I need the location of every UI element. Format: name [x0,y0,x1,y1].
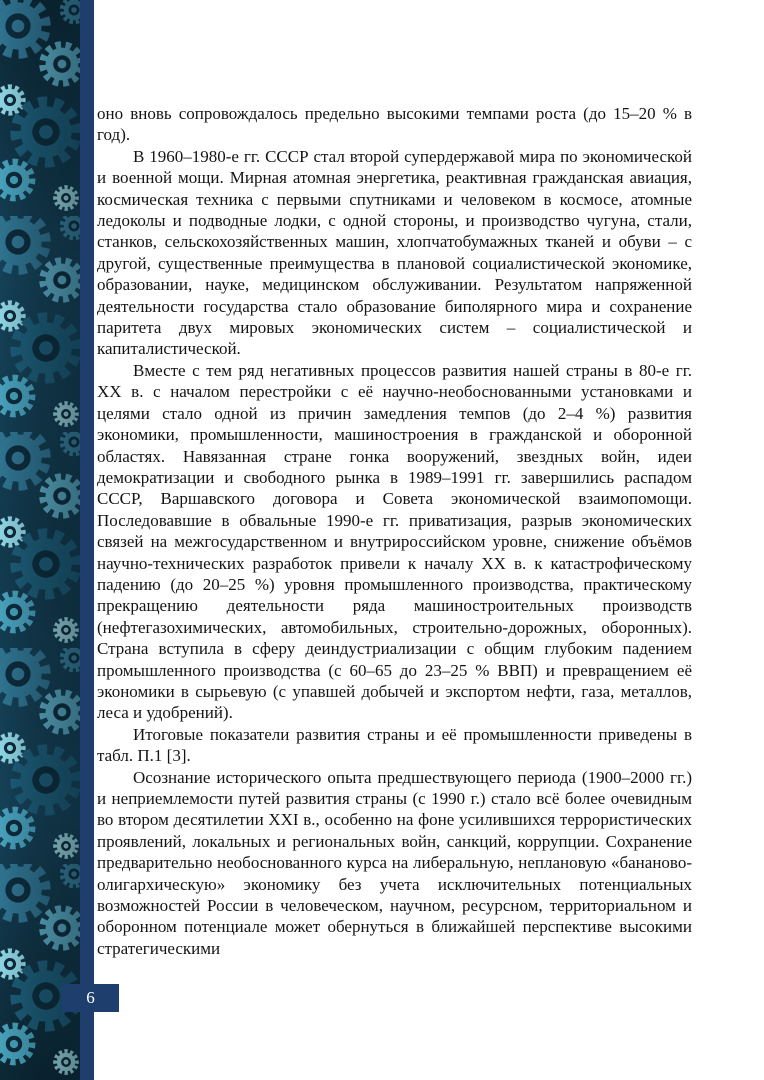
gears-collage-image [0,0,80,1080]
page-number: 6 [86,988,95,1007]
vertical-accent-bar [80,0,94,1080]
page-number-badge [62,984,119,1012]
paragraph: оно вновь сопровождалось предельно высокими темпами роста (до 15–20 % в год). [97,104,692,145]
body-text [97,103,692,959]
paragraph: В 1960–1980-е гг. СССР стал второй супердержавой мира по экономической и военной мощи. Мирная атомная энергетика, реактивная гражданская авиация, космическая техника с первыми спутниками и человеком в космосе, атомные ледоколы и подводные лодки, с одной стороны, и производство чугуна, стали, станков, сельскохозяйственных машин, хлопчатобумажных тканей и обуви – с другой, существенные преимущества в плановой социалистической экономике, образовании, науке, медицинском обслуживании. Результатом напряженной деятельности государства стало образование биполярного мира и сохранение паритета двух мировых экономических систем – социалистической и капиталистической. [97,146,692,359]
paragraph: Осознание исторического опыта предшествующего периода (1900–2000 гг.) и неприемлемости путей развития страны (с 1990 г.) стало всё более очевидным во втором десятилетии XXI в., особенно на фоне усилившихся террористических проявлений, локальных и региональных войн, санкций, коррупции. Сохранение предварительно необоснованного курса на либеральную, неплановую «бананово-олигархическую» экономику без учета исключительных потенциальных возможностей России в человеческом, научном, ресурсном, территориальном и оборонном потенциале может обернуться в ближайшей перспективе высокими стратегическими [97,767,692,958]
page-content [94,0,764,1080]
paragraph: Вместе с тем ряд негативных процессов развития нашей страны в 80-е гг. XX в. с началом перестройки с её научно-необоснованными установками и целями стало одной из причин замедления темпов (до 2–4 %) развития экономики, промышленности, машиностроения в гражданской и оборонной областях. Навязанная стране гонка вооружений, звездных войн, идеи демократизации и свободного рынка в 1989–1991 гг. завершились распадом СССР, Варшавского договора и Совета экономической взаимопомощи. Последовавшие в обвальные 1990-е гг. приватизация, разрыв экономических связей на межгосударственном и внутрироссийском уровне, снижение объёмов научно-технических разработок привели к началу XX в. к катастрофическому падению (до 20–25 %) уровня промышленного производства, практическому прекращению деятельности ряда машиностроительных производств (нефтегазохимических, автомобильных, строительно-дорожных, оборонных). Страна вступила в сферу деиндустриализации с общим глубоким падением промышленного производства (с 60–65 до 23–25 % ВВП) и превращением её экономики в сырьевую (с упавшей добычей и экспортом нефти, газа, металлов, леса и удобрений). [97,360,692,723]
paragraph: Итоговые показатели развития страны и её промышленности приведены в табл. П.1 [3]. [97,724,692,766]
decorative-gears-sidebar [0,0,80,1080]
